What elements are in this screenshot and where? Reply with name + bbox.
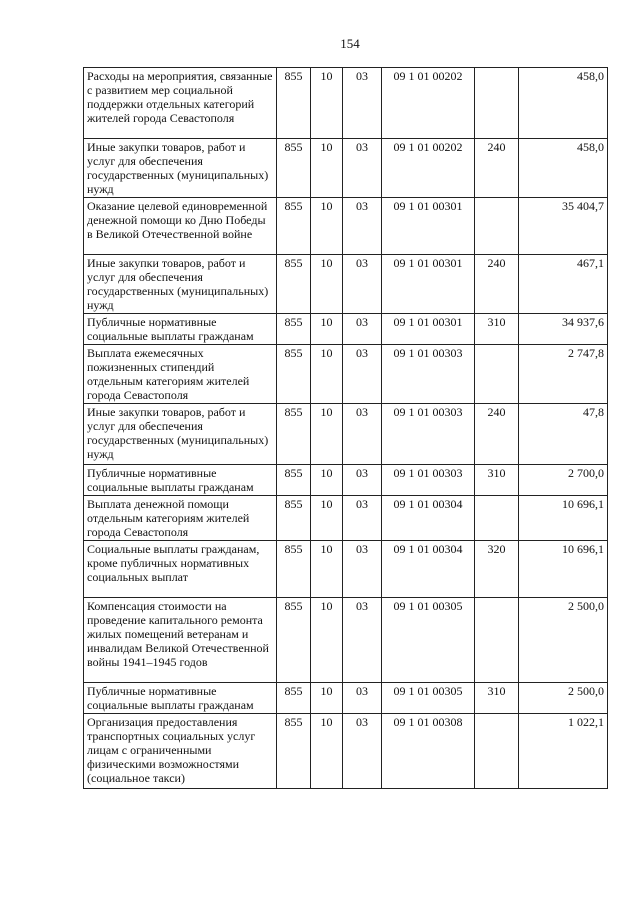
row-name: Выплата денежной помощи отдельным категориям жителей города Севастополя	[84, 496, 277, 541]
row-csr: 09 1 01 00308	[382, 714, 475, 789]
row-vr	[475, 198, 519, 255]
row-pr: 03	[343, 314, 382, 345]
table-row	[84, 714, 608, 789]
row-ved: 855	[277, 68, 311, 139]
row-sum: 47,8	[519, 404, 608, 465]
table-row	[84, 198, 608, 255]
row-sum: 10 696,1	[519, 496, 608, 541]
table-row	[84, 314, 608, 345]
row-csr: 09 1 01 00305	[382, 683, 475, 714]
row-vr: 310	[475, 465, 519, 496]
row-vr: 240	[475, 404, 519, 465]
budget-table	[83, 67, 608, 789]
row-name: Публичные нормативные социальные выплаты гражданам	[84, 465, 277, 496]
row-vr: 310	[475, 683, 519, 714]
row-csr: 09 1 01 00202	[382, 139, 475, 198]
row-csr: 09 1 01 00304	[382, 496, 475, 541]
row-ved: 855	[277, 345, 311, 404]
table-row	[84, 404, 608, 465]
row-rz: 10	[311, 496, 343, 541]
row-csr: 09 1 01 00303	[382, 404, 475, 465]
row-sum: 2 700,0	[519, 465, 608, 496]
row-vr	[475, 714, 519, 789]
row-pr: 03	[343, 496, 382, 541]
row-rz: 10	[311, 314, 343, 345]
row-pr: 03	[343, 683, 382, 714]
row-ved: 855	[277, 598, 311, 683]
row-vr: 240	[475, 255, 519, 314]
row-name: Организация предоставления транспортных социальных услуг лицам с ограниченными физическими возможностями (социальное такси)	[84, 714, 277, 789]
row-name: Социальные выплаты гражданам, кроме публичных нормативных социальных выплат	[84, 541, 277, 598]
row-sum: 10 696,1	[519, 541, 608, 598]
row-sum: 2 747,8	[519, 345, 608, 404]
row-name: Иные закупки товаров, работ и услуг для обеспечения государственных (муниципальных) нужд	[84, 255, 277, 314]
row-name: Оказание целевой единовременной денежной помощи ко Дню Победы в Великой Отечественной войне	[84, 198, 277, 255]
row-sum: 2 500,0	[519, 683, 608, 714]
row-pr: 03	[343, 465, 382, 496]
row-vr	[475, 345, 519, 404]
row-pr: 03	[343, 714, 382, 789]
row-sum: 467,1	[519, 255, 608, 314]
row-csr: 09 1 01 00303	[382, 345, 475, 404]
row-ved: 855	[277, 139, 311, 198]
row-name: Расходы на мероприятия, связанные с развитием мер социальной поддержки отдельных категорий жителей города Севастополя	[84, 68, 277, 139]
row-ved: 855	[277, 404, 311, 465]
row-rz: 10	[311, 68, 343, 139]
row-csr: 09 1 01 00305	[382, 598, 475, 683]
row-sum: 458,0	[519, 139, 608, 198]
table-row	[84, 255, 608, 314]
row-rz: 10	[311, 139, 343, 198]
table-row	[84, 598, 608, 683]
row-vr	[475, 598, 519, 683]
row-name: Иные закупки товаров, работ и услуг для обеспечения государственных (муниципальных) нужд	[84, 139, 277, 198]
row-ved: 855	[277, 314, 311, 345]
row-sum: 34 937,6	[519, 314, 608, 345]
table-row	[84, 68, 608, 139]
row-csr: 09 1 01 00202	[382, 68, 475, 139]
row-pr: 03	[343, 345, 382, 404]
row-rz: 10	[311, 198, 343, 255]
row-vr	[475, 496, 519, 541]
page-number: 154	[340, 36, 360, 51]
row-csr: 09 1 01 00301	[382, 198, 475, 255]
row-pr: 03	[343, 598, 382, 683]
row-rz: 10	[311, 465, 343, 496]
row-name: Выплата ежемесячных пожизненных стипендий отдельным категориям жителей города Севастополя	[84, 345, 277, 404]
row-ved: 855	[277, 465, 311, 496]
row-pr: 03	[343, 541, 382, 598]
row-ved: 855	[277, 714, 311, 789]
row-ved: 855	[277, 683, 311, 714]
table-row	[84, 139, 608, 198]
row-pr: 03	[343, 198, 382, 255]
row-csr: 09 1 01 00304	[382, 541, 475, 598]
row-name: Публичные нормативные социальные выплаты гражданам	[84, 683, 277, 714]
row-sum: 1 022,1	[519, 714, 608, 789]
table-row	[84, 465, 608, 496]
row-rz: 10	[311, 541, 343, 598]
row-sum: 2 500,0	[519, 598, 608, 683]
row-ved: 855	[277, 496, 311, 541]
row-ved: 855	[277, 255, 311, 314]
row-rz: 10	[311, 255, 343, 314]
row-csr: 09 1 01 00301	[382, 255, 475, 314]
table-row	[84, 496, 608, 541]
table-row	[84, 345, 608, 404]
row-pr: 03	[343, 255, 382, 314]
row-name: Публичные нормативные социальные выплаты гражданам	[84, 314, 277, 345]
row-pr: 03	[343, 404, 382, 465]
row-pr: 03	[343, 68, 382, 139]
row-ved: 855	[277, 198, 311, 255]
table-row	[84, 683, 608, 714]
row-vr: 240	[475, 139, 519, 198]
row-name: Иные закупки товаров, работ и услуг для обеспечения государственных (муниципальных) нужд	[84, 404, 277, 465]
row-rz: 10	[311, 598, 343, 683]
row-rz: 10	[311, 345, 343, 404]
row-rz: 10	[311, 404, 343, 465]
row-rz: 10	[311, 714, 343, 789]
row-vr: 310	[475, 314, 519, 345]
table-row	[84, 541, 608, 598]
row-ved: 855	[277, 541, 311, 598]
row-csr: 09 1 01 00303	[382, 465, 475, 496]
row-csr: 09 1 01 00301	[382, 314, 475, 345]
row-rz: 10	[311, 683, 343, 714]
row-pr: 03	[343, 139, 382, 198]
row-vr: 320	[475, 541, 519, 598]
row-name: Компенсация стоимости на проведение капитального ремонта жилых помещений ветеранам и инвалидам Великой Отечественной войны 1941–1945 годов	[84, 598, 277, 683]
row-vr	[475, 68, 519, 139]
row-sum: 35 404,7	[519, 198, 608, 255]
row-sum: 458,0	[519, 68, 608, 139]
